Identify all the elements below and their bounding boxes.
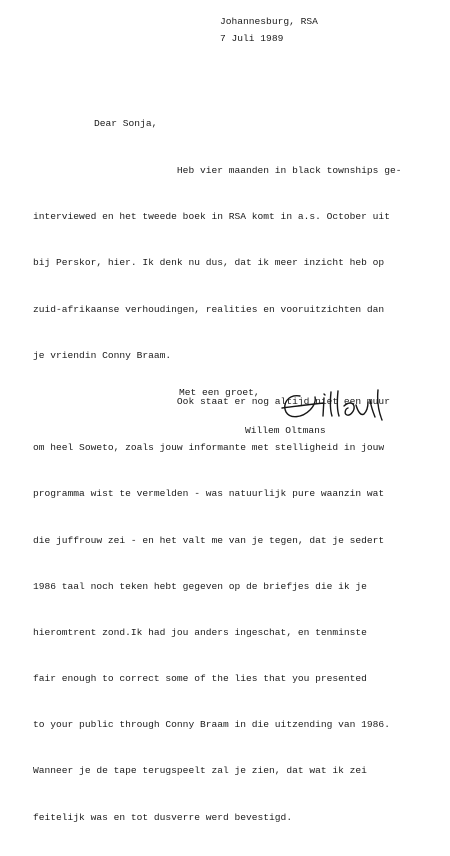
body-line: je vriendin Conny Braam. bbox=[33, 349, 172, 361]
body-line: programma wist te vermelden - was natuurlijk pure waanzin wat bbox=[33, 488, 385, 500]
body-line: Ook staat er nog altijd niet een muur bbox=[33, 395, 390, 407]
body-line: feitelijk was en tot dusverre werd bevestigd. bbox=[33, 811, 293, 823]
body-line: om heel Soweto, zoals jouw informante met stelligheid in jouw bbox=[33, 442, 385, 454]
letter-body bbox=[33, 133, 401, 856]
letter-date: 7 Juli 1989 bbox=[220, 33, 284, 44]
body-line: interviewed en het tweede boek in RSA komt in a.s. October uit bbox=[33, 211, 390, 223]
handwritten-signature bbox=[278, 386, 393, 426]
body-line: 1986 taal noch teken hebt gegeven op de briefjes die ik je bbox=[33, 580, 367, 592]
body-line: Heb vier maanden in black townships ge- bbox=[33, 165, 402, 176]
body-line: hieromtrent zond.Ik had jou anders ingeschat, en tenminste bbox=[33, 626, 367, 638]
body-line: fair enough to correct some of the lies that you presented bbox=[33, 673, 367, 685]
body-line: zuid-afrikaanse verhoudingen, realities en vooruitzichten dan bbox=[33, 303, 385, 315]
letter-signatory: Willem Oltmans bbox=[245, 425, 326, 436]
letter-closing: Met een groet, bbox=[179, 387, 260, 398]
body-line: Wanneer je de tape terugspeelt zal je zien, dat wat ik zei bbox=[33, 765, 367, 777]
letter-salutation: Dear Sonja, bbox=[94, 118, 158, 129]
letter-place: Johannesburg, RSA bbox=[220, 16, 318, 27]
body-line: bij Perskor, hier. Ik denk nu dus, dat ik meer inzicht heb op bbox=[33, 257, 385, 269]
body-line: die juffrouw zei - en het valt me van je tegen, dat je sedert bbox=[33, 534, 385, 546]
body-line: to your public through Conny Braam in die uitzending van 1986. bbox=[33, 719, 390, 731]
